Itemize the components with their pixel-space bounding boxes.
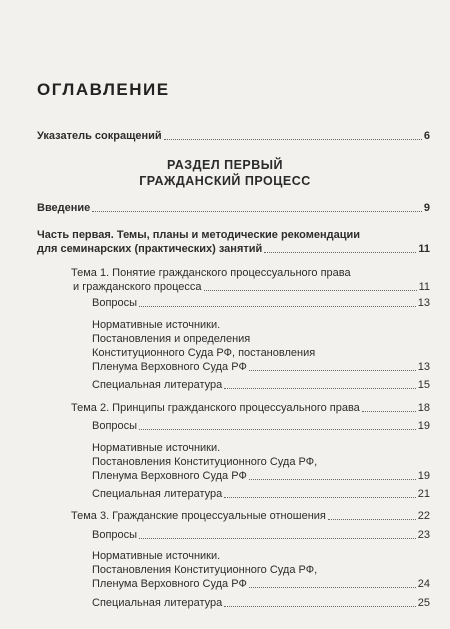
toc-entry-topic3[interactable]: [71, 509, 430, 523]
dot-leader: [328, 519, 416, 520]
toc-entry-topic1-literature[interactable]: [92, 378, 430, 392]
toc-page-number: 11: [418, 243, 430, 255]
toc-entry-topic2-questions[interactable]: [92, 419, 430, 433]
dot-leader: [362, 411, 416, 412]
toc-entry-topic2-sources[interactable]: [92, 441, 430, 483]
toc-entry-part1[interactable]: [37, 228, 430, 256]
toc-entry-topic2[interactable]: [71, 401, 430, 415]
toc-entry-intro[interactable]: [37, 201, 430, 215]
dot-leader: [264, 252, 416, 253]
toc-entry-title-line3: Пленума Верховного Суда РФ: [92, 470, 247, 482]
toc-entry-topic3-questions[interactable]: [92, 528, 430, 542]
section-title-line1: РАЗДЕЛ ПЕРВЫЙ: [167, 158, 283, 172]
dot-leader: [249, 370, 416, 371]
toc-entry-title-line1: Нормативные источники.: [92, 550, 221, 562]
toc-page-number: 19: [417, 470, 430, 482]
toc-entry-title-line2: Постановления Конституционного Суда РФ,: [92, 456, 318, 468]
toc-entry-topic1-sources[interactable]: [92, 318, 430, 374]
toc-entry-title: Специальная литература: [92, 597, 223, 609]
toc-page-number: 15: [417, 379, 430, 391]
toc-page-number: 25: [417, 597, 430, 609]
toc-page-number: 11: [418, 281, 430, 293]
toc-entry-title-line3: Конституционного Суда РФ, постановления: [92, 347, 316, 359]
toc-entry-title-line2: Постановления Конституционного Суда РФ,: [92, 564, 318, 576]
toc-entry-title-line1: Нормативные источники.: [92, 442, 221, 454]
section-title: [0, 157, 450, 189]
toc-entry-title-line2: для семинарских (практических) занятий: [37, 243, 263, 255]
dot-leader: [139, 306, 416, 307]
toc-entry-topic3-literature[interactable]: [92, 596, 430, 610]
toc-page-number: 19: [417, 420, 430, 432]
dot-leader: [224, 606, 415, 607]
toc-page-number: 13: [417, 361, 430, 373]
dot-leader: [249, 479, 416, 480]
toc-entry-topic3-sources[interactable]: [92, 549, 430, 591]
toc-entry-title: Указатель сокращений: [37, 130, 162, 142]
toc-page-number: 21: [417, 488, 430, 500]
toc-page-number: 23: [417, 529, 430, 541]
toc-entry-topic1[interactable]: [71, 266, 430, 294]
toc-page-number: 24: [417, 578, 430, 590]
toc-entry-title-line1: Нормативные источники.: [92, 319, 221, 331]
toc-entry-title: Специальная литература: [92, 379, 223, 391]
dot-leader: [139, 429, 416, 430]
toc-page-number: 9: [423, 202, 430, 214]
toc-page-number: 22: [417, 510, 430, 522]
dot-leader: [224, 388, 415, 389]
toc-entry-title-line1: Тема 1. Понятие гражданского процессуального права: [71, 267, 351, 279]
toc-page-number: 13: [417, 297, 430, 309]
toc-page-number: 6: [423, 130, 430, 142]
toc-entry-title-line1: Часть первая. Темы, планы и методические рекомендации: [37, 229, 361, 241]
section-title-line2: ГРАЖДАНСКИЙ ПРОЦЕСС: [139, 174, 311, 188]
toc-entry-title-line2: и гражданского процесса: [73, 281, 202, 293]
dot-leader: [204, 290, 417, 291]
toc-entry-title: Специальная литература: [92, 488, 223, 500]
toc-heading: ОГЛАВЛЕНИЕ: [37, 80, 170, 99]
toc-entry-title: Вопросы: [92, 297, 138, 309]
dot-leader: [249, 587, 416, 588]
toc-page-number: 18: [417, 402, 430, 414]
toc-entry-title: Вопросы: [92, 529, 138, 541]
toc-entry-abbreviations[interactable]: [37, 129, 430, 143]
dot-leader: [224, 497, 415, 498]
toc-entry-topic2-literature[interactable]: [92, 487, 430, 501]
toc-entry-title: Тема 2. Принципы гражданского процессуального права: [71, 402, 360, 414]
dot-leader: [164, 139, 422, 140]
dot-leader: [139, 538, 416, 539]
toc-entry-title: Вопросы: [92, 420, 138, 432]
dot-leader: [92, 211, 422, 212]
toc-entry-topic1-questions[interactable]: [92, 296, 430, 310]
toc-entry-title: Тема 3. Гражданские процессуальные отношения: [71, 510, 326, 522]
toc-entry-title-line2: Постановления и определения: [92, 333, 251, 345]
toc-entry-title-line4: Пленума Верховного Суда РФ: [92, 361, 247, 373]
toc-entry-title-line3: Пленума Верховного Суда РФ: [92, 578, 247, 590]
toc-entry-title: Введение: [37, 202, 91, 214]
